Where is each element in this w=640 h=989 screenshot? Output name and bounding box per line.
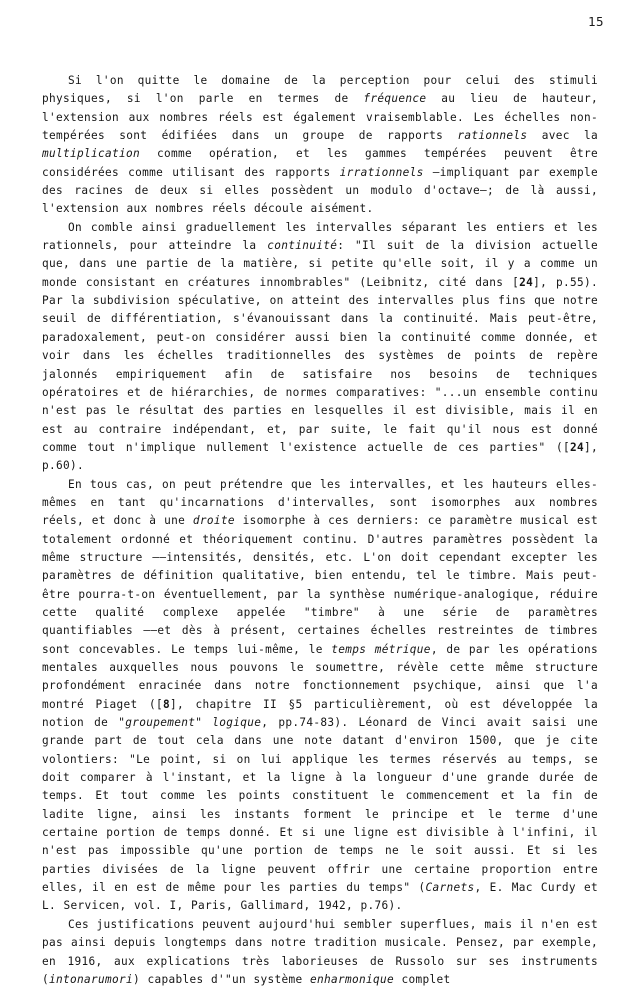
text-run: : "Il suit de la division actuelle que, dans une partie de la matière, si petite qu'elle soit, il y a comme un monde consistant en créatures innombrables" (Leibnitz, cité dans [ [42,239,598,289]
text-run: ], p.55). Par la subdivision spéculative, on atteint des intervalles plus fins que notre seuil de différentiation, s'évanouissant dans la continuité. Mais peut-être, paradoxalement, peut-on considérer aussi bien la continuité comme donnée, et voir dans les échelles traditionnelles des systèmes de points de repère jalonnés empiriquement afin de satisfaire nos besoins de techniques opératoires et de hiérarchies, de normes comparatives: "...un ensemble continu n'est pas le résultat des parties en lesquelles il est divisible, mais il en est au contraire indépendant, et, par suite, le fait qu'il nous est donné comme tout n'implique nullement l'existence actuelle de ces parties" ([ [42,275,598,454]
text-run: complet [393,972,451,986]
emphasis-text: irrationnels [339,165,424,179]
paragraph [42,916,598,989]
reference-number: 24 [570,440,584,454]
text-run: isomorphe à ces derniers: ce paramètre musical est totalement ordonné et théoriquement continu. D'autres paramètres possèdent la même structure ——intensités, densités, etc. L'on doit cependant excepter les paramètres de définition qualitative, bien entendu, tel le timbre. Mais peut-être pourra-t-on éventuellement, par la synthèse numérique-analogique, réduire cette qualité complexe appelée "timbre" à une série de paramètres quantifiables ——et dès à présent, certaines échelles restreintes de timbres sont concevables. Le temps lui-même, le [42,514,599,656]
emphasis-text: enharmonique [309,972,394,986]
paragraph [42,476,598,916]
emphasis-text: multiplication [42,147,140,161]
text-run: , pp.74-83). Léonard de Vinci avait saisi une grande part de tout cela dans une note datant d'environ 1500, que je cite volontiers: "Le point, si on lui applique les termes réservés au temps, se doit comparer à l'instant, et la ligne à la longueur d'une grande durée de temps. Et tout comme les points constituent le commencement et la fin de ladite ligne, ainsi les instants forment le principe et le terme d'une certaine portion de temps donné. Et si une ligne est divisible à l'infini, il n'est pas impossible qu'une portion de temps ne le soit aussi. Et si les parties divisées de la ligne peuvent offrir une certaine proportion entre elles, il en est de même pour les parties du temps" ( [42,716,598,895]
emphasis-text: Carnets [425,881,475,895]
emphasis-text: droite [192,514,235,528]
text-run: au lieu de hauteur, l'extension aux nombres réels est également vraisemblable. Les échelles non-tempérées sont édifiées dans un groupe de rapports [42,92,598,143]
text-run: ], chapitre II §5 particulièrement, où est développée la notion de [42,697,598,730]
paragraph [42,72,598,219]
text-run: , de par les opérations mentales auxquelles nous pouvons le soumettre, révèle cette même structure profondément enracinée dans notre fonctionnement psychique, ainsi que l'a montré Piaget ([ [42,642,598,711]
emphasis-text: fréquence [363,92,427,106]
text-run: , E. Mac Curdy et L. Servicen, vol. I, Paris, Gallimard, 1942, p.76). [42,881,599,913]
body-text [42,72,598,989]
emphasis-text: rationnels [457,129,528,143]
emphasis-text: "groupement" logique [118,716,262,730]
emphasis-text: continuité [267,239,338,253]
text-run: Ces justifications peuvent aujourd'hui sembler superflues, mais il n'en est pas ainsi depuis longtemps dans notre tradition musicale. Pensez, par exemple, en 1916, aux explications très laborieuses de Russolo sur ses instruments ( [42,917,598,986]
text-run: Si l'on quitte le domaine de la perception pour celui des stimuli physiques, si l'on parle en termes de [42,74,598,106]
paragraph [42,219,598,476]
text-run: En tous cas, on peut prétendre que les intervalles, et les hauteurs elles-mêmes en tant qu'incarnations d'intervalles, sont isomorphes aux nombres réels, et donc à une [42,477,598,528]
page-number: 15 [587,14,604,29]
text-run: avec la [527,129,598,143]
text-run: —impliquant par exemple des racines de deux si elles possèdent un modulo d'octave—; de là aussi, l'extension aux nombres réels découle aisément. [42,165,598,216]
text-run: On comble ainsi graduellement les intervalles séparant les entiers et les rationnels, pour atteindre la [42,220,598,253]
reference-number: 24 [519,275,534,289]
text-run: ], p.60). [42,440,598,473]
text-run: comme opération, et les gammes tempérées peuvent être considérées comme utilisant des rapports [42,147,598,179]
reference-number: 8 [163,697,170,711]
emphasis-text: intonarumori [49,972,133,986]
emphasis-text: temps métrique [331,642,431,656]
text-run: ) capables d'"un système [133,972,310,986]
